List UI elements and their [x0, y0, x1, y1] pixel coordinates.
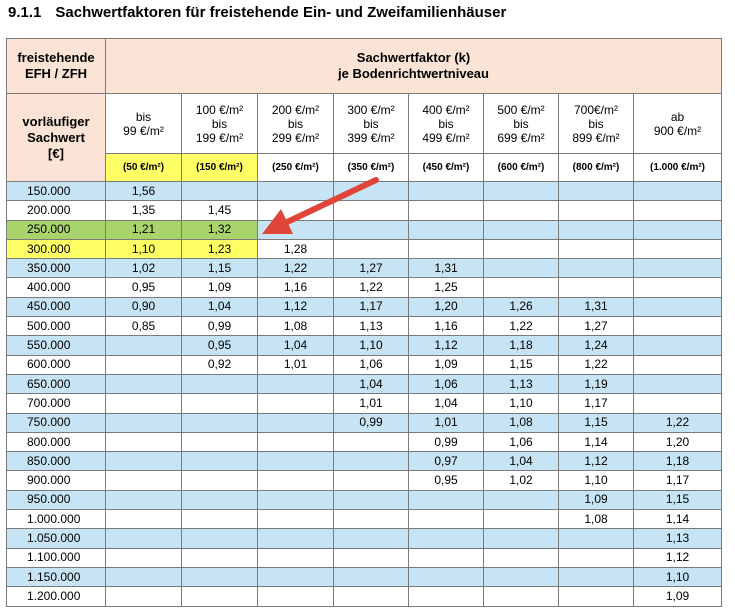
factor-cell: 1,22	[258, 259, 334, 278]
row-header-line: [€]	[48, 145, 64, 161]
column-reference-value: (800 €/m²)	[559, 154, 634, 182]
group-header	[106, 39, 722, 94]
factor-cell: 0,99	[409, 432, 484, 451]
factor-cell	[634, 239, 722, 258]
factor-cell	[484, 278, 559, 297]
column-range-line: bis	[588, 116, 604, 131]
column-range-line: 299 €/m²	[271, 130, 320, 145]
factor-cell	[334, 567, 409, 586]
factor-cell: 1,25	[409, 278, 484, 297]
factor-cell: 1,28	[258, 239, 334, 258]
sachwert-cell: 250.000	[7, 220, 106, 239]
factor-cell: 1,15	[634, 490, 722, 509]
factor-cell	[106, 374, 182, 393]
column-range-line: 200 €/m²	[271, 102, 320, 117]
factor-cell	[258, 201, 334, 220]
factor-cell: 1,12	[409, 336, 484, 355]
factor-cell	[334, 510, 409, 529]
factor-cell	[484, 182, 559, 201]
column-range-line: 699 €/m²	[497, 130, 545, 145]
factor-cell: 1,18	[484, 336, 559, 355]
factor-cell	[106, 413, 182, 432]
factor-cell	[484, 220, 559, 239]
section-title: Sachwertfaktoren für freistehende Ein- und Zweifamilienhäuser	[55, 4, 507, 21]
sachwert-cell: 550.000	[7, 336, 106, 355]
factor-cell: 1,17	[559, 394, 634, 413]
column-reference-value: (350 €/m²)	[334, 154, 409, 182]
row-header-line: Sachwert	[27, 129, 85, 145]
factor-cell: 0,85	[106, 317, 182, 336]
sachwert-cell: 650.000	[7, 374, 106, 393]
section-heading	[8, 4, 506, 21]
factor-cell: 1,13	[484, 374, 559, 393]
column-range-line: 300 €/m²	[347, 102, 395, 117]
factor-cell: 1,10	[106, 239, 182, 258]
factor-cell	[258, 548, 334, 567]
factor-cell	[559, 220, 634, 239]
factor-cell	[182, 432, 258, 451]
row-header	[7, 94, 106, 182]
factor-cell	[634, 182, 722, 201]
factor-cell	[334, 220, 409, 239]
factor-cell	[258, 374, 334, 393]
factor-cell	[258, 567, 334, 586]
factor-cell	[484, 548, 559, 567]
factor-cell: 0,99	[334, 413, 409, 432]
factor-cell	[106, 529, 182, 548]
table-row	[7, 567, 722, 586]
factor-cell: 1,04	[182, 297, 258, 316]
table-row	[7, 317, 722, 336]
factor-cell: 1,19	[559, 374, 634, 393]
factor-cell	[106, 452, 182, 471]
group-header-line: Sachwertfaktor (k)	[356, 50, 471, 65]
column-range-line: bis	[287, 116, 304, 131]
factor-cell	[334, 432, 409, 451]
factor-cell	[334, 182, 409, 201]
factor-cell	[409, 587, 484, 606]
table-row	[7, 355, 722, 374]
factor-cell	[334, 452, 409, 471]
factor-cell: 1,56	[106, 182, 182, 201]
factor-cell: 1,35	[106, 201, 182, 220]
factor-cell	[258, 182, 334, 201]
column-reference-value: (1.000 €/m²)	[634, 154, 722, 182]
factor-cell: 1,12	[634, 548, 722, 567]
factor-cell: 1,01	[258, 355, 334, 374]
factor-cell	[334, 529, 409, 548]
factor-cell: 1,31	[409, 259, 484, 278]
factor-cell	[106, 432, 182, 451]
table-row	[7, 490, 722, 509]
factor-cell: 0,95	[409, 471, 484, 490]
sachwert-cell: 900.000	[7, 471, 106, 490]
table-row	[7, 452, 722, 471]
column-range-header	[559, 94, 634, 154]
factor-cell	[484, 587, 559, 606]
factor-cell	[409, 220, 484, 239]
sachwert-cell: 600.000	[7, 355, 106, 374]
factor-cell	[634, 394, 722, 413]
column-range-header	[106, 94, 182, 154]
factor-cell	[634, 220, 722, 239]
factor-cell: 1,09	[559, 490, 634, 509]
factor-cell	[409, 567, 484, 586]
factor-cell: 1,45	[182, 201, 258, 220]
factor-cell	[409, 548, 484, 567]
factor-cell	[409, 490, 484, 509]
factor-cell: 1,06	[484, 432, 559, 451]
column-range-header	[484, 94, 559, 154]
factor-cell: 1,13	[334, 317, 409, 336]
factor-cell: 1,10	[334, 336, 409, 355]
factor-cell	[182, 413, 258, 432]
sachwert-cell: 800.000	[7, 432, 106, 451]
row-header-line: vorläufiger	[22, 113, 90, 129]
factor-cell	[484, 259, 559, 278]
factor-cell	[182, 182, 258, 201]
factor-cell	[634, 336, 722, 355]
column-reference-value: (600 €/m²)	[484, 154, 559, 182]
factor-cell: 1,26	[484, 297, 559, 316]
factor-cell	[182, 471, 258, 490]
factor-cell: 1,01	[334, 394, 409, 413]
factor-cell	[182, 587, 258, 606]
factor-cell: 1,14	[559, 432, 634, 451]
factor-cell	[258, 432, 334, 451]
factor-cell: 1,17	[334, 297, 409, 316]
table-row	[7, 201, 722, 220]
factor-cell: 1,14	[634, 510, 722, 529]
factor-cell	[258, 394, 334, 413]
table-row	[7, 182, 722, 201]
factor-cell: 1,15	[182, 259, 258, 278]
group-header-line: je Bodenrichtwertniveau	[338, 66, 489, 81]
column-range-line: 900 €/m²	[653, 123, 702, 138]
column-range-header	[258, 94, 334, 154]
factor-cell: 1,02	[484, 471, 559, 490]
factor-cell	[106, 490, 182, 509]
column-range-line: 100 €/m²	[195, 102, 244, 117]
factor-cell	[182, 529, 258, 548]
sachwert-cell: 1.150.000	[7, 567, 106, 586]
factor-cell	[634, 201, 722, 220]
column-range-line: 700€/m²	[573, 102, 619, 117]
factor-cell	[484, 201, 559, 220]
factor-cell: 1,12	[258, 297, 334, 316]
factor-cell	[258, 510, 334, 529]
factor-cell	[106, 587, 182, 606]
column-reference-value: (250 €/m²)	[258, 154, 334, 182]
factor-cell	[559, 239, 634, 258]
factor-cell	[258, 529, 334, 548]
factor-cell	[409, 201, 484, 220]
factor-cell: 1,20	[409, 297, 484, 316]
factor-cell	[106, 394, 182, 413]
sachwert-cell: 1.050.000	[7, 529, 106, 548]
factor-cell: 1,16	[409, 317, 484, 336]
factor-cell	[634, 259, 722, 278]
sachwert-cell: 950.000	[7, 490, 106, 509]
factor-cell	[559, 567, 634, 586]
table-row	[7, 413, 722, 432]
factor-cell	[559, 182, 634, 201]
factor-cell: 1,21	[106, 220, 182, 239]
factor-cell	[182, 394, 258, 413]
factor-cell	[182, 374, 258, 393]
factor-cell: 1,22	[484, 317, 559, 336]
factor-cell	[409, 182, 484, 201]
sachwertfaktor-table	[6, 38, 722, 607]
factor-cell: 1,24	[559, 336, 634, 355]
column-range-header	[334, 94, 409, 154]
column-range-line: bis	[363, 116, 379, 131]
factor-cell: 1,08	[258, 317, 334, 336]
factor-cell	[409, 510, 484, 529]
factor-cell	[634, 355, 722, 374]
column-range-line: 899 €/m²	[572, 130, 620, 145]
factor-cell	[182, 490, 258, 509]
factor-cell: 0,95	[106, 278, 182, 297]
table-row	[7, 394, 722, 413]
factor-cell	[258, 452, 334, 471]
factor-cell	[634, 278, 722, 297]
factor-cell: 0,92	[182, 355, 258, 374]
factor-cell	[258, 220, 334, 239]
factor-cell	[106, 355, 182, 374]
factor-cell	[634, 374, 722, 393]
factor-cell: 1,27	[334, 259, 409, 278]
sachwert-cell: 1.000.000	[7, 510, 106, 529]
factor-cell	[484, 510, 559, 529]
factor-cell	[182, 452, 258, 471]
table-row	[7, 471, 722, 490]
factor-cell	[484, 567, 559, 586]
factor-cell: 1,04	[484, 452, 559, 471]
factor-cell	[334, 471, 409, 490]
column-reference-value: (150 €/m²)	[182, 154, 258, 182]
sachwert-cell: 300.000	[7, 239, 106, 258]
factor-cell: 0,95	[182, 336, 258, 355]
factor-cell: 1,04	[334, 374, 409, 393]
section-number: 9.1.1	[8, 4, 42, 21]
factor-cell: 1,13	[634, 529, 722, 548]
factor-cell: 1,15	[484, 355, 559, 374]
column-range-line: 499 €/m²	[422, 130, 470, 145]
factor-cell: 1,10	[559, 471, 634, 490]
factor-cell: 1,08	[559, 510, 634, 529]
sachwert-cell: 1.100.000	[7, 548, 106, 567]
factor-cell	[334, 239, 409, 258]
column-range-line: bis	[513, 116, 529, 131]
factor-cell	[559, 278, 634, 297]
factor-cell	[559, 587, 634, 606]
sachwert-cell: 850.000	[7, 452, 106, 471]
factor-cell	[106, 336, 182, 355]
factor-cell	[258, 490, 334, 509]
factor-cell	[106, 510, 182, 529]
factor-cell: 1,27	[559, 317, 634, 336]
sachwert-cell: 400.000	[7, 278, 106, 297]
corner-header-line: EFH / ZFH	[24, 66, 88, 81]
factor-cell	[334, 587, 409, 606]
factor-cell	[634, 297, 722, 316]
factor-cell: 1,22	[559, 355, 634, 374]
sachwert-cell: 200.000	[7, 201, 106, 220]
factor-cell	[559, 548, 634, 567]
table-row	[7, 587, 722, 606]
factor-cell	[334, 201, 409, 220]
factor-cell: 1,22	[334, 278, 409, 297]
table-row	[7, 297, 722, 316]
sachwert-cell: 750.000	[7, 413, 106, 432]
factor-cell: 1,09	[634, 587, 722, 606]
factor-cell	[258, 587, 334, 606]
factor-cell	[484, 490, 559, 509]
column-range-line: bis	[211, 116, 228, 131]
factor-cell: 1,12	[559, 452, 634, 471]
factor-cell: 1,16	[258, 278, 334, 297]
table-row	[7, 259, 722, 278]
table-row	[7, 220, 722, 239]
factor-cell: 1,32	[182, 220, 258, 239]
sachwert-cell: 350.000	[7, 259, 106, 278]
table-row	[7, 510, 722, 529]
factor-cell	[182, 510, 258, 529]
factor-cell: 1,09	[182, 278, 258, 297]
factor-cell	[409, 239, 484, 258]
column-reference-value: (50 €/m²)	[106, 154, 182, 182]
factor-cell	[106, 548, 182, 567]
factor-cell	[334, 548, 409, 567]
factor-cell: 1,22	[634, 413, 722, 432]
factor-cell	[182, 548, 258, 567]
factor-cell: 1,01	[409, 413, 484, 432]
sachwert-cell: 450.000	[7, 297, 106, 316]
factor-cell	[559, 201, 634, 220]
factor-cell	[484, 239, 559, 258]
table-row	[7, 548, 722, 567]
factor-cell: 1,06	[334, 355, 409, 374]
column-range-header	[409, 94, 484, 154]
factor-cell: 0,97	[409, 452, 484, 471]
factor-cell	[484, 529, 559, 548]
factor-cell: 0,90	[106, 297, 182, 316]
column-range-header	[182, 94, 258, 154]
factor-cell: 1,20	[634, 432, 722, 451]
table-row	[7, 278, 722, 297]
factor-cell	[106, 567, 182, 586]
factor-cell: 1,04	[258, 336, 334, 355]
column-range-line: 199 €/m²	[195, 130, 244, 145]
factor-cell: 1,02	[106, 259, 182, 278]
factor-cell: 1,18	[634, 452, 722, 471]
factor-cell: 1,15	[559, 413, 634, 432]
table-row	[7, 432, 722, 451]
column-range-line: 399 €/m²	[347, 130, 395, 145]
factor-cell	[106, 471, 182, 490]
factor-cell	[258, 413, 334, 432]
factor-cell: 1,08	[484, 413, 559, 432]
factor-cell: 1,10	[484, 394, 559, 413]
column-range-line: bis	[438, 116, 454, 131]
sachwert-cell: 500.000	[7, 317, 106, 336]
factor-cell	[409, 529, 484, 548]
factor-cell: 1,09	[409, 355, 484, 374]
sachwert-cell: 700.000	[7, 394, 106, 413]
factor-cell	[559, 529, 634, 548]
table-row	[7, 374, 722, 393]
factor-cell: 1,06	[409, 374, 484, 393]
factor-cell	[559, 259, 634, 278]
factor-cell: 1,31	[559, 297, 634, 316]
factor-cell: 1,10	[634, 567, 722, 586]
table-row	[7, 239, 722, 258]
factor-cell: 0,99	[182, 317, 258, 336]
factor-cell	[258, 471, 334, 490]
factor-cell	[634, 317, 722, 336]
column-range-line: 99 €/m²	[123, 123, 164, 138]
factor-cell: 1,17	[634, 471, 722, 490]
factor-cell: 1,23	[182, 239, 258, 258]
column-range-header	[634, 94, 722, 154]
corner-header-line: freistehende	[17, 50, 95, 65]
table-row	[7, 529, 722, 548]
factor-cell: 1,04	[409, 394, 484, 413]
column-range-line: 400 €/m²	[422, 102, 470, 117]
column-range-line: bis	[135, 109, 152, 124]
column-reference-value: (450 €/m²)	[409, 154, 484, 182]
factor-cell	[182, 567, 258, 586]
sachwert-cell: 1.200.000	[7, 587, 106, 606]
column-range-line: 500 €/m²	[497, 102, 545, 117]
table-row	[7, 336, 722, 355]
corner-header	[7, 39, 106, 94]
sachwert-cell: 150.000	[7, 182, 106, 201]
factor-cell	[334, 490, 409, 509]
column-range-line: ab	[670, 109, 685, 124]
